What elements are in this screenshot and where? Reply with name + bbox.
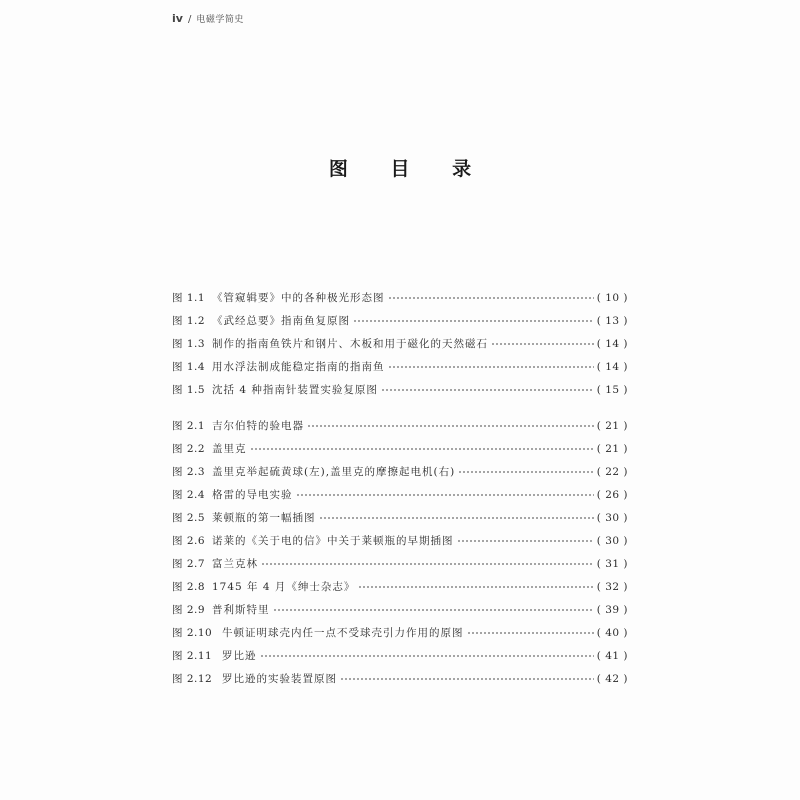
toc-entry (172, 575, 628, 598)
toc-entry-title: 制作的指南鱼铁片和钢片、木板和用于磁化的天然磁石 (212, 338, 488, 350)
toc-entry-page: ( 26 ) (596, 488, 628, 501)
toc-entry-page: ( 39 ) (596, 603, 628, 616)
toc-dot-leader (458, 471, 594, 473)
toc-entry-number: 图 2.9 (172, 604, 206, 616)
toc-dot-leader (491, 343, 594, 345)
toc-entry-number: 图 2.4 (172, 489, 206, 501)
toc-entry (172, 378, 628, 401)
toc-entry-title: 罗比逊 (222, 650, 257, 662)
toc-entry-number: 图 2.5 (172, 512, 206, 524)
toc-dot-leader (388, 366, 594, 368)
toc-dot-leader (358, 586, 593, 588)
toc-entry-number: 图 2.12 (172, 673, 213, 685)
toc-entry-page: ( 10 ) (596, 291, 628, 304)
toc-entry-title: 《武经总要》指南鱼复原图 (212, 315, 350, 327)
toc-entry-number: 图 2.3 (172, 466, 206, 478)
toc-dot-leader (261, 563, 594, 565)
toc-entry (172, 667, 628, 690)
toc-entry (172, 355, 628, 378)
toc-entry (172, 414, 628, 437)
toc-entry (172, 621, 628, 644)
toc-dot-leader (296, 494, 594, 496)
toc-entry (172, 460, 628, 483)
toc-entry-page: ( 13 ) (596, 314, 628, 327)
toc-entry-number: 图 2.11 (172, 650, 213, 662)
toc-entry-number: 图 2.10 (172, 627, 213, 639)
toc-dot-leader (353, 320, 594, 322)
toc-entry-title: 牛顿证明球壳内任一点不受球壳引力作用的原图 (222, 627, 464, 639)
book-title: 电磁学简史 (196, 15, 244, 25)
toc-entry-number: 图 1.3 (172, 338, 206, 350)
toc-entry (172, 506, 628, 529)
toc-entry-number: 图 1.1 (172, 292, 206, 304)
toc-entry-title: 《管窥辑要》中的各种极光形态图 (212, 292, 385, 304)
toc-entry (172, 286, 628, 309)
toc-entry-title: 用水浮法制成能稳定指南的指南鱼 (212, 361, 385, 373)
toc-entry (172, 437, 628, 460)
toc-entry-title: 富兰克林 (212, 558, 258, 570)
toc-entry-page: ( 14 ) (596, 360, 628, 373)
toc-entry-page: ( 30 ) (596, 534, 628, 547)
toc-entry-title: 沈括 4 种指南针装置实验复原图 (212, 384, 378, 396)
toc-entry-number: 图 2.1 (172, 420, 206, 432)
toc-group-chapter-1 (172, 286, 628, 401)
toc-entry (172, 483, 628, 506)
toc-entry (172, 332, 628, 355)
toc-entry-page: ( 40 ) (596, 626, 628, 639)
toc-entry-title: 吉尔伯特的验电器 (212, 420, 304, 432)
toc-entry-title: 普利斯特里 (212, 604, 270, 616)
toc-entry-page: ( 30 ) (596, 511, 628, 524)
toc-entry-page: ( 14 ) (596, 337, 628, 350)
toc-entry-title: 罗比逊的实验装置原图 (222, 673, 337, 685)
toc-dot-leader (307, 425, 594, 427)
toc-entry-page: ( 22 ) (596, 465, 628, 478)
toc-entry-title: 莱顿瓶的第一幅插图 (212, 512, 316, 524)
toc-entry-number: 图 2.8 (172, 581, 206, 593)
toc-entry-page: ( 31 ) (596, 557, 628, 570)
running-header (172, 12, 244, 25)
toc-entry-number: 图 1.5 (172, 384, 206, 396)
page-number: iv (172, 12, 183, 25)
toc-dot-leader (340, 678, 594, 680)
toc-entry (172, 309, 628, 332)
toc-entry-title: 盖里克 (212, 443, 247, 455)
toc-entry-title: 1745 年 4 月《绅士杂志》 (212, 581, 356, 593)
toc-entry-page: ( 21 ) (596, 419, 628, 432)
page-title: 图 目 录 (328, 158, 490, 180)
toc-dot-leader (273, 609, 594, 611)
toc-entry-number: 图 2.2 (172, 443, 206, 455)
toc-entry-number: 图 1.2 (172, 315, 206, 327)
header-separator: / (187, 14, 192, 25)
toc-group-chapter-2 (172, 414, 628, 690)
toc-entry (172, 644, 628, 667)
toc-entry-number: 图 2.6 (172, 535, 206, 547)
toc-entry-page: ( 15 ) (596, 383, 628, 396)
toc-entry-page: ( 41 ) (596, 649, 628, 662)
toc-dot-leader (388, 297, 594, 299)
toc-entry-title: 诺莱的《关于电的信》中关于莱顿瓶的早期插图 (212, 535, 454, 547)
toc-entry-page: ( 21 ) (596, 442, 628, 455)
toc-dot-leader (457, 540, 594, 542)
toc-entry-number: 图 2.7 (172, 558, 206, 570)
toc-dot-leader (250, 448, 594, 450)
toc-dot-leader (467, 632, 594, 634)
toc-entry-page: ( 42 ) (596, 672, 628, 685)
toc-dot-leader (381, 389, 594, 391)
toc-entry-title: 格雷的导电实验 (212, 489, 293, 501)
toc-entry-title: 盖里克举起硫黄球(左),盖里克的摩擦起电机(右) (212, 466, 456, 478)
toc-entry-page: ( 32 ) (596, 580, 628, 593)
toc-dot-leader (260, 655, 594, 657)
toc-entry (172, 529, 628, 552)
toc-entry-number: 图 1.4 (172, 361, 206, 373)
toc-entry (172, 552, 628, 575)
toc-dot-leader (319, 517, 594, 519)
toc-entry (172, 598, 628, 621)
